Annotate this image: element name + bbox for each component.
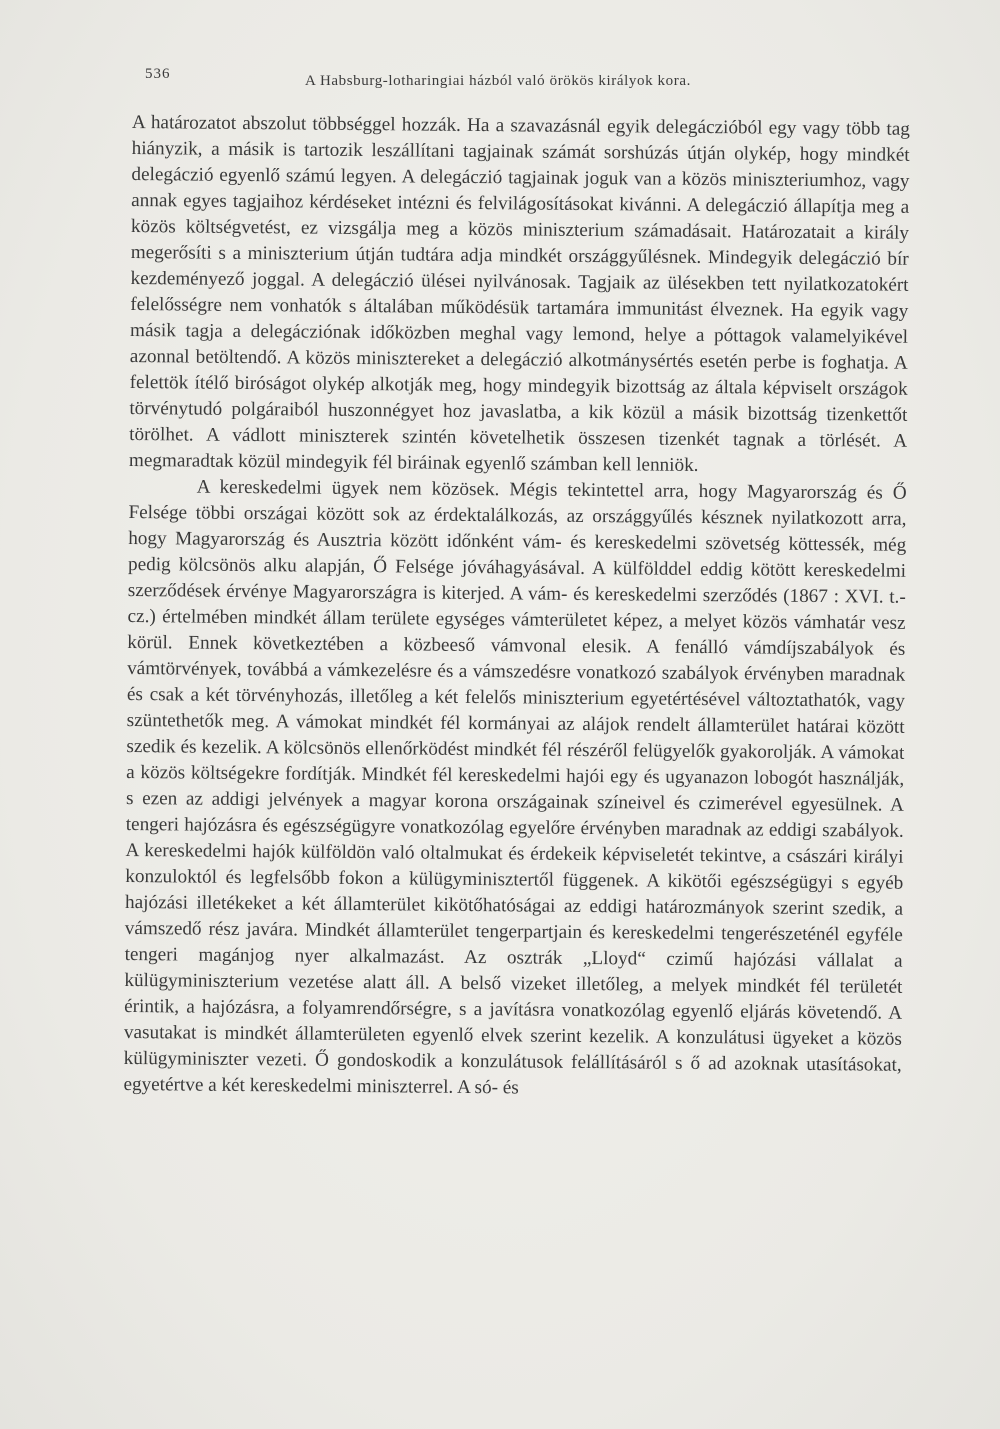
- running-head: [145, 62, 905, 92]
- running-title: A Habsburg-lotharingiai házból való örökös királyok kora.: [305, 73, 691, 89]
- paragraph: A kereskedelmi ügyek nem közösek. Mégis tekintettel arra, hogy Magyarország és Ő Felsége többi országai között sok az érdektalálkozás, az országgyűlés késznek nyilatkozott arra, hogy Magyarország és Ausztria között időnként vám- és kereskedelmi szövetség köttessék, még pedig kölcsönös alku alapján, Ő Felsége jóváhagyásával. A külfölddel eddig kötött kereskedelmi szerződések érvénye Magyarországra is kiterjed. A vám- és kereskedelmi szerződés (1867 : XVI. t.-cz.) értelmében mindkét állam területe egységes vámterületet képez, a melyet közös vámhatár vesz körül. Ennek következtében a közbeeső vámvonal elesik. A fenálló vámdíjszabályok és vámtörvények, továbbá a vámkezelésre és a vámszedésre vonatkozó szabályok érvényben maradnak és csak a két törvényhozás, illetőleg a két felelős miniszterium egyetértésével változtathatók, vagy szüntethetők meg. A vámokat mindkét fél kormányai az alájok rendelt államterület határai között szedik és kezelik. A kölcsönös ellenőrködést mindkét fél részéről felügyelők gyakorolják. A vámokat a közös költségekre fordítják. Mindkét fél kereskedelmi hajói egy és ugyanazon lobogót használják, s ezen az addigi jelvények a magyar korona országainak színeivel és czimerével egyesülnek. A tengeri hajózásra és egészségügyre vonatkozólag egyelőre érvényben maradnak az eddigi szabályok. A kereskedelmi hajók külföldön való oltalmukat és érdekeik képviseletét tekintve, a császári királyi konzuloktól és legfelsőbb fokon a külügyminisztertől függenek. A kikötői egészségügyi s egyéb hajózási illetékeket a két államterület kikötőhatóságai az eddigi határozmányok szerint szedik, a vámszedő rész javára. Mindkét államterület tengerpartjain és kereskedelmi tengerészeténél egyféle tengeri magánjog nyer alkalmazást. Az osztrák „Lloyd“ czimű hajózási vállalat a külügyminiszterium vezetése alatt áll. A belső vizeket illetőleg, a melyek mindkét fél területét érintik, a hajózásra, a folyamrendőrségre, s a javításra vonatkozólag egyenlő eljárás követendő. A vasutakat is mindkét államterületen egyenlő elvek szerint kezelik. A konzulátusi ügyeket a közös külügyminiszter vezeti. Ő gondoskodik a konzulátusok felállításáról s ő ad azoknak utasításokat, egyetértve a két kereskedelmi miniszterrel. A só- és: [123, 476, 907, 1099]
- paragraph: A határozatot abszolut többséggel hozzák. Ha a szavazásnál egyik delegáczióból egy vagy több tag hiányzik, a másik is tartozik leszállítani tagjainak számát sorshúzás útján olykép, hogy mindkét delegáczió egyenlő számú legyen. A delegáczió tagjainak joguk van a közös miniszteriumhoz, vagy annak egyes tagjaihoz kérdéseket intézni és felvilágosításokat kivánni. A delegáczió állapítja meg a közös költségvetést, ez vizsgálja meg a közös miniszterium számadásait. Határozatait a király megerősíti s a miniszterium útján tudtára adja mindkét országgyűlésnek. Mindegyik delegáczió bír kezdeményező joggal. A delegáczió ülései nyilvánosak. Tagjaik az ülésekben tett nyilatkozatokért felelősségre nem vonhatók s általában működésük tartamára immunitást élveznek. Ha egyik vagy másik tagja a delegácziónak időközben meghal vagy lemond, helye a póttagok valamelyikével azonnal betöltendő. A közös minisztereket a delegáczió alkotmánysértés esetén perbe is foghatja. A felettök ítélő biróságot olykép alkotják meg, hogy mindegyik bizottság az általa képviselt országok törvénytudó polgáraiból huszonnégyet hoz javaslatba, a kik közül a másik bizottság tizenkettőt törölhet. A vádlott miniszterek szintén követelhetik összesen tizenkét tagnak a törlését. A megmaradtak közül mindegyik fél biráinak egyenlő számban kell lenniök.: [128, 111, 910, 476]
- page-number: 536: [145, 66, 171, 82]
- body-text: [123, 110, 910, 1105]
